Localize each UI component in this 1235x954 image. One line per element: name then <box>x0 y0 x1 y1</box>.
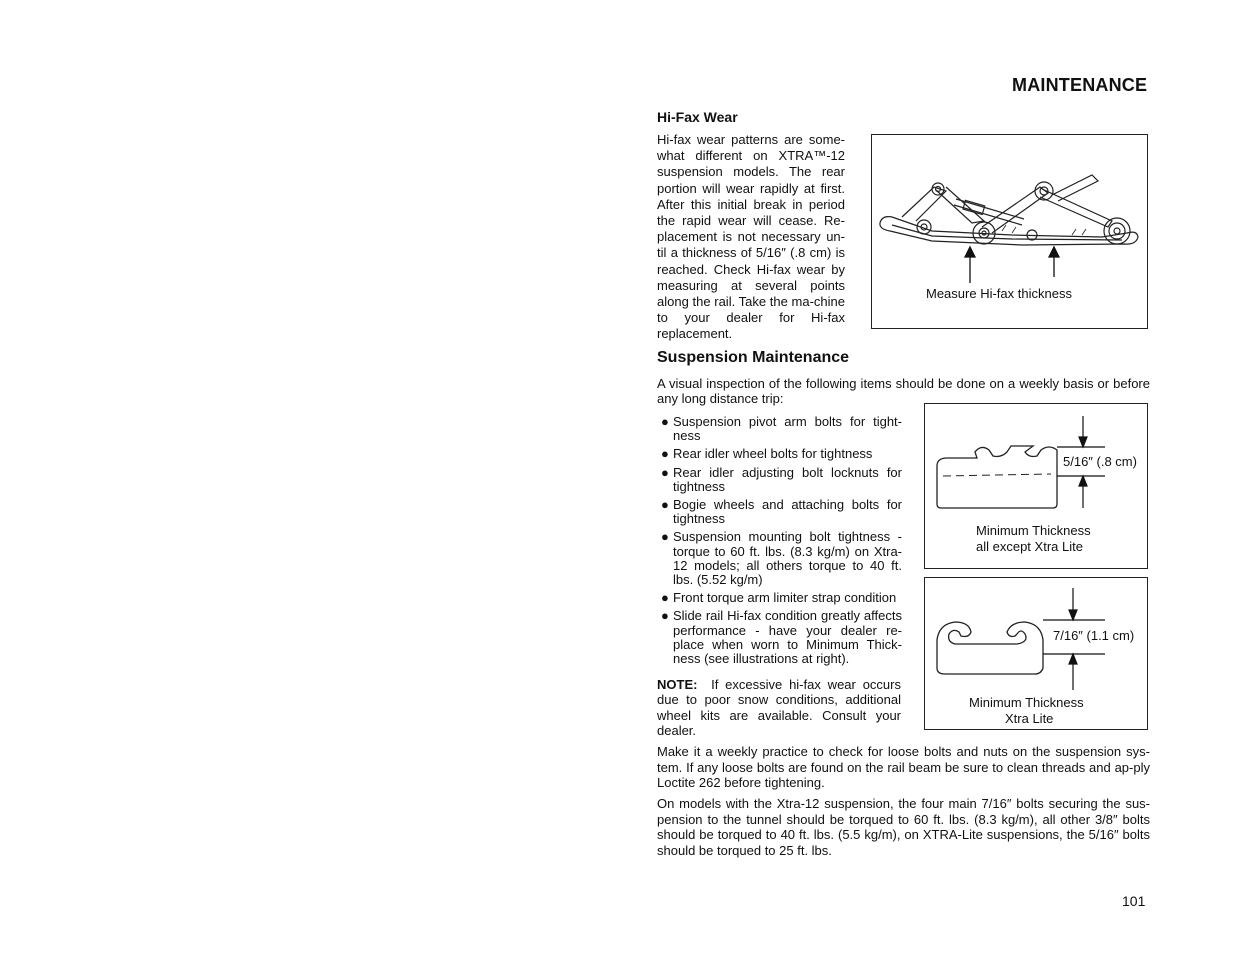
section-heading-hifax-wear: Hi-Fax Wear <box>657 109 738 125</box>
bullet-icon: ● <box>661 590 669 606</box>
bullet-icon: ● <box>661 529 669 545</box>
list-item: ● Suspension mounting bolt tightness - torque to 60 ft. lbs. (8.3 kg/m) on Xtra-12 models; all others torque to 40 ft. lbs. (5.52 kg/m) <box>661 529 902 588</box>
bullet-icon: ● <box>661 414 669 429</box>
page-header-title: MAINTENANCE <box>1012 75 1148 95</box>
list-item: ● Front torque arm limiter strap condition <box>661 590 897 606</box>
note-text: If excessive hi-fax wear occurs due to poor snow conditions, additional wheel kits are available. Consult your dealer. <box>657 677 901 738</box>
figure-caption-line1: Minimum Thickness <box>969 695 1084 710</box>
section-heading-suspension-maintenance: Suspension Maintenance <box>657 349 850 366</box>
figure-caption-measure: Measure Hi-fax thickness <box>926 286 1072 301</box>
figure-hifax-measure <box>871 134 1148 329</box>
figure-caption-line2: Xtra Lite <box>1005 711 1054 726</box>
figure-min-thickness-standard <box>924 403 1148 569</box>
bullet-icon: ● <box>661 497 669 513</box>
dimension-label-xtra-lite: 7/16″ (1.1 cm) <box>1053 628 1135 643</box>
torque-specs-paragraph: On models with the Xtra-12 suspension, the four main 7/16″ bolts securing the sus-pension to the tunnel should be torqued to 60 ft. lbs. (8.3 kg/m), all other 3/8″ bolts should be torqued to 40 ft. lbs. (5.5 kg/m), on XTRA-Lite suspensions, the 5/16″ bolts should be torqued to 25 ft. lbs. <box>657 796 1150 858</box>
list-item: ● Rear idler adjusting bolt locknuts for tightness <box>661 464 902 494</box>
suspension-intro-paragraph: A visual inspection of the following items should be done on a weekly basis or before any long distance trip: <box>657 376 1150 406</box>
list-item: ● Bogie wheels and attaching bolts for tightness <box>661 497 902 527</box>
figure-caption-line2: all except Xtra Lite <box>976 539 1083 554</box>
figure-caption-line1: Minimum Thickness <box>976 523 1091 538</box>
bullet-icon: ● <box>661 446 669 462</box>
page-number: 101 <box>1122 893 1146 909</box>
bullet-icon: ● <box>661 608 669 624</box>
figure-min-thickness-xtra-lite <box>924 577 1148 730</box>
loose-bolts-paragraph: Make it a weekly practice to check for loose bolts and nuts on the suspension sys-tem. If any loose bolts are found on the rail beam be sure to clean threads and ap-ply Loctite 262 before tightening. <box>657 744 1150 791</box>
list-item: ● Rear idler wheel bolts for tightness <box>661 446 873 462</box>
bullet-icon: ● <box>661 464 669 480</box>
list-item: ● Slide rail Hi-fax condition greatly affects performance - have your dealer re-place when worn to Minimum Thick-ness (see illustrations at right). <box>661 608 902 667</box>
hifax-wear-paragraph: Hi-fax wear patterns are some-what different on XTRA™-12 suspension models. The rear portion will wear rapidly at first. After this initial break in period the rapid wear will cease. Re-placement is not necessary un-til a thickness of 5/16″ (.8 cm) is reached. Check Hi-fax wear by measuring at several points along the rail. Take the ma-chine to your dealer for Hi-fax replacement. <box>657 132 845 342</box>
note-label: NOTE: <box>657 677 698 692</box>
note-paragraph <box>657 677 901 738</box>
inspection-checklist <box>657 415 902 670</box>
dimension-label-standard: 5/16″ (.8 cm) <box>1063 454 1137 469</box>
list-item: ● Suspension pivot arm bolts for tight-ness <box>661 414 902 444</box>
